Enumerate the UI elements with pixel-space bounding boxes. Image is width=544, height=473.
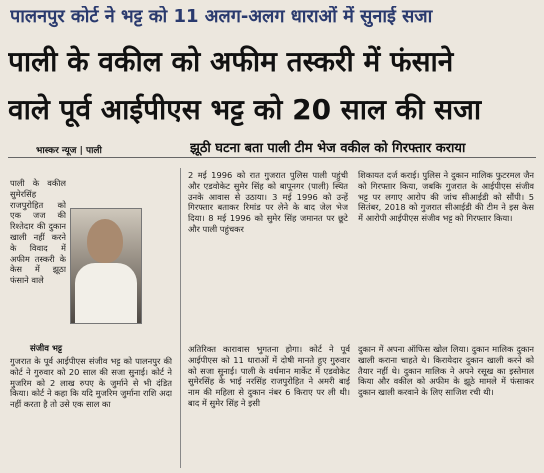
column-left-top-text: पाली के वकील सुमेरसिंह राजपुरोहित को एक जज की रिश्तेदार की दुकान खाली नहीं करने के विवाद में अफीम तस्करी के केस में झूठा फंसाने वाले bbox=[10, 178, 66, 286]
photo-face bbox=[87, 219, 123, 263]
photo-caption: संजीव भट्ट bbox=[30, 344, 63, 354]
divider bbox=[8, 157, 536, 158]
column-middle-bottom bbox=[188, 344, 350, 469]
headline-line-2: वाले पूर्व आईपीएस भट्ट को 20 साल की सजा bbox=[8, 93, 482, 126]
subheadline: झूठी घटना बता पाली टीम भेज वकील को गिरफ्तार कराया bbox=[190, 141, 466, 156]
column-middle-top-text: 2 मई 1996 को रात गुजरात पुलिस पाली पहुंची और एडवोकेट सुमेर सिंह को बापूनगर (पाली) स्थित उनके आवास से उठाया। 3 मई 1996 को उन्हें गिरफ्तार बताकर रिमांड पर लेने के बाद जेल भेज दिया। 8 मई 1996 को सुमेर सिंह जमानत पर छूटे और पाली पहुंचकर bbox=[188, 170, 348, 234]
column-middle-top bbox=[188, 170, 348, 330]
portrait-photo bbox=[70, 208, 142, 324]
column-right-top bbox=[358, 170, 534, 330]
byline: भास्कर न्यूज | पाली bbox=[36, 146, 102, 156]
column-left-top bbox=[10, 178, 66, 343]
column-right-top-text: शिकायत दर्ज कराई। पुलिस ने दुकान मालिक फुटरमल जैन को गिरफ्तार किया, जबकि गुजरात के आईपीएस संजीव भट्ट पर लगाए आरोप की जांच सीआईडी को सौंपी। 5 सितंबर, 2018 को गुजरात सीआईडी की टीम ने इस केस में आरोपी आईपीएस संजीव भट्ट को गिरफ्तार किया। bbox=[358, 170, 534, 224]
column-divider bbox=[180, 168, 181, 468]
column-right-bottom bbox=[358, 344, 534, 469]
column-left-bottom-text: गुजरात के पूर्व आईपीएस संजीव भट्ट को पालनपुर की कोर्ट ने गुरुवार को 20 साल की सजा सुनाई। कोर्ट ने मुजरिम को 2 लाख रुपए के जुर्माने से भी दंडित किया। कोर्ट ने कहा कि यदि मुजरिम जुर्माना राशि अदा नहीं करता है तो उसे एक साल का bbox=[10, 356, 172, 410]
headline-line-1: पाली के वकील को अफीम तस्करी में फंसाने bbox=[8, 45, 454, 78]
column-right-bottom-text: दुकान में अपना ऑफिस खोल लिया। दुकान मालिक दुकान खाली कराना चाहते थे। किरायेदार दुकान खाली करने को तैयार नहीं थे। दुकान मालिक ने अपने रसूख का इस्तेमाल किया और वकील को अफीम के झूठे मामले में फंसाकर दुकान खाली करवाने के लिए साजिश रची थी। bbox=[358, 344, 534, 398]
kicker-headline: पालनपुर कोर्ट ने भट्ट को 11 अलग-अलग धाराओं में सुनाई सजा bbox=[10, 6, 433, 27]
column-middle-bottom-text: अतिरिक्त कारावास भुगतना होगा। कोर्ट ने पूर्व आईपीएस को 11 धाराओं में दोषी मानते हुए गुरुवार को सजा सुनाई। पाली के वर्धमान मार्केट में एडवोकेट सुमेरसिंह के भाई नरसिंह राजपुरोहित ने अमरी बाई नाम की महिला से दुकान नंबर 6 किराए पर ली थी। बाद में सुमेर सिंह ने इसी bbox=[188, 344, 350, 408]
column-left-bottom bbox=[10, 356, 172, 468]
photo-shirt bbox=[75, 263, 137, 323]
